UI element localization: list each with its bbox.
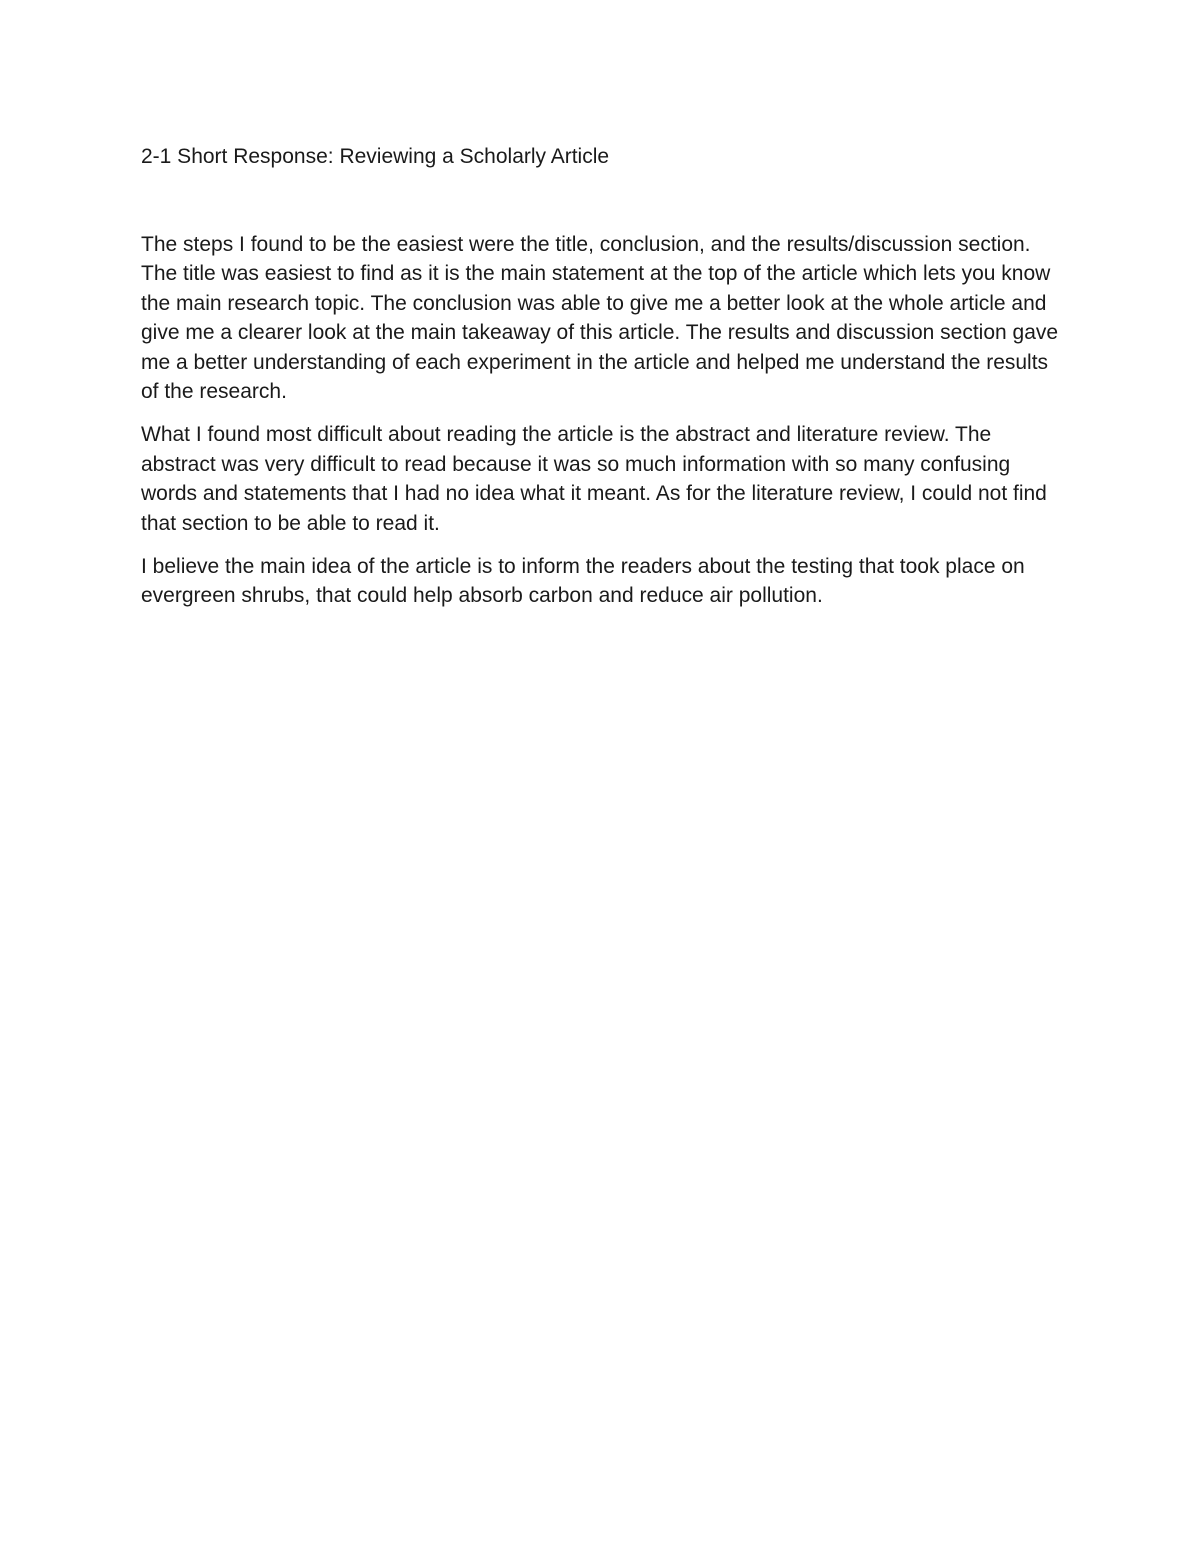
document-title: 2-1 Short Response: Reviewing a Scholarly Article (141, 145, 610, 168)
paragraph-main-idea: I believe the main idea of the article is to inform the readers about the testing that took place on evergreen shrubs, that could help absorb carbon and reduce air pollution. (141, 555, 1025, 608)
paragraph-easiest-steps: The steps I found to be the easiest were the title, conclusion, and the results/discussion section. The title was easiest to find as it is the main statement at the top of the article which lets you know the main research topic. The conclusion was able to give me a better look at the whole article and give me a clearer look at the main takeaway of this article. The results and discussion section gave me a better understanding of each experiment in the article and helped me understand the results of the research. (141, 233, 1059, 404)
paragraph-most-difficult: What I found most difficult about reading the article is the abstract and literature review. The abstract was very difficult to read because it was so much information with so many confusing words and statements that I had no idea what it meant. As for the literature review, I could not find that section to be able to read it. (141, 423, 1047, 535)
document-body (141, 142, 1071, 625)
